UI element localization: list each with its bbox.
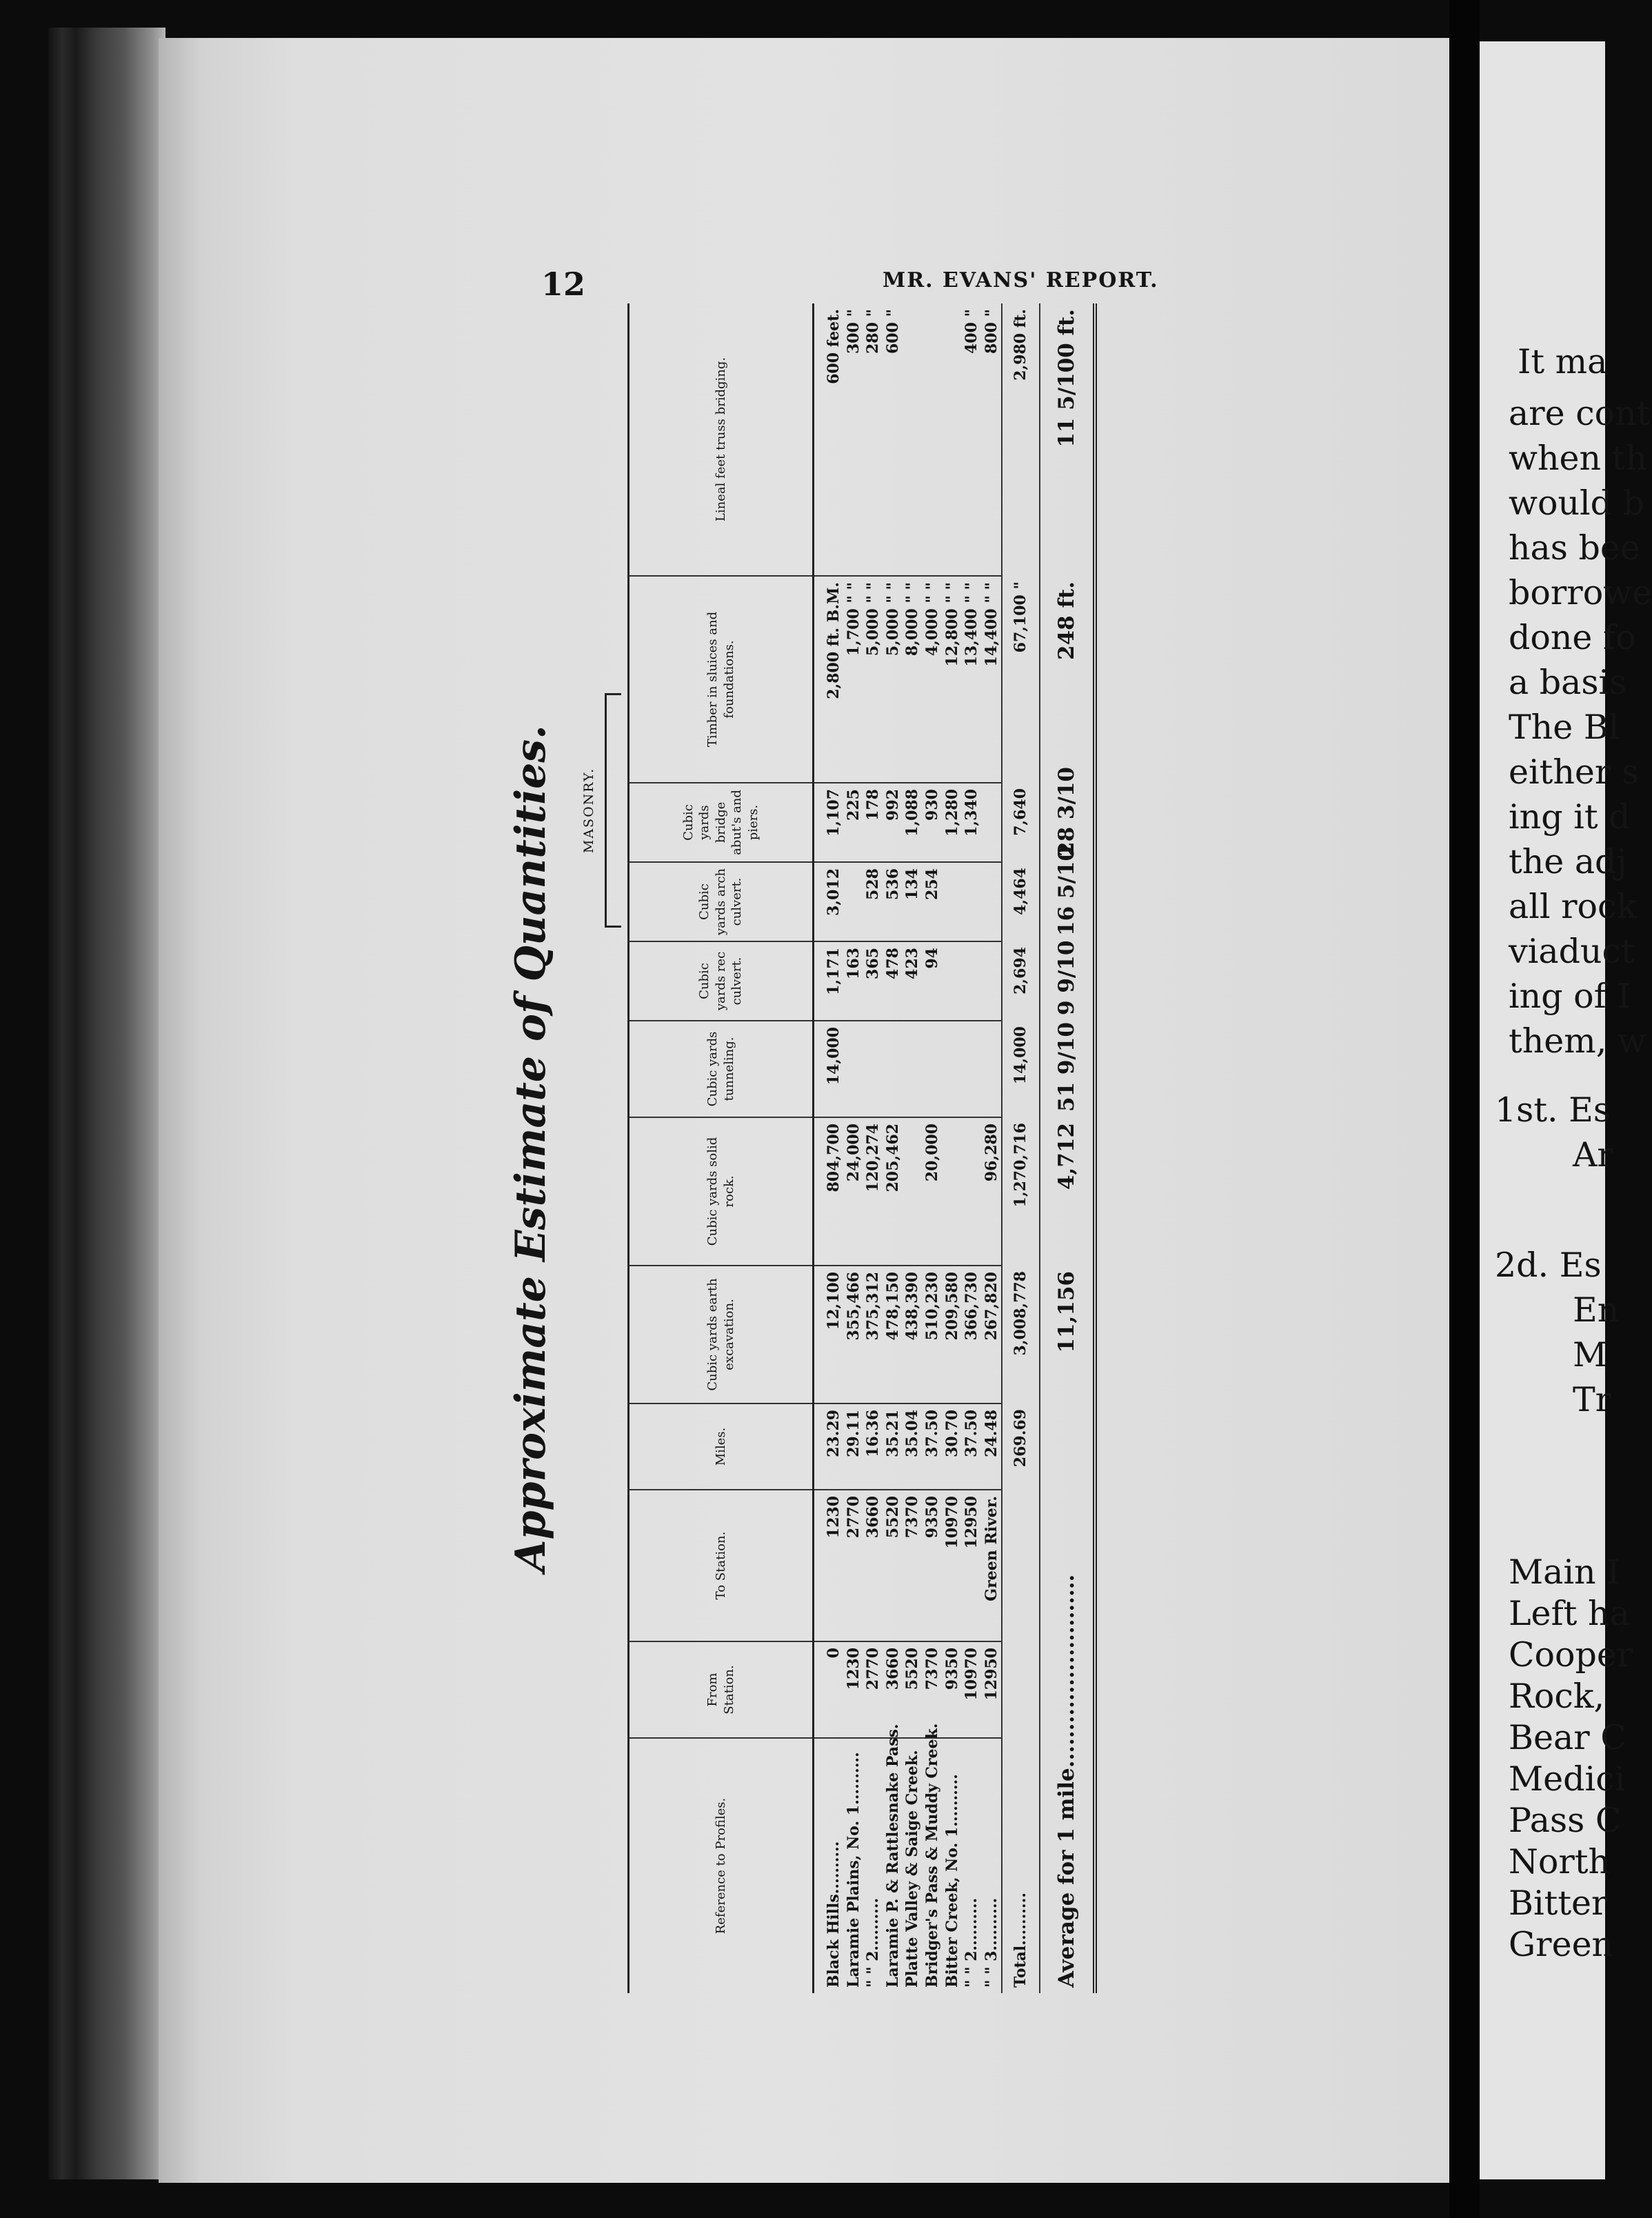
cell-arch: 3,012 [814,862,844,941]
table-row [863,303,883,1993]
header-tunnel: Cubic yards tunneling. [629,1021,814,1117]
right-page [1480,41,1652,2179]
cell-timber: 5,000 " " [883,576,903,783]
total-arch: 4,464 [1002,862,1040,941]
average-rock: 4,712 [1040,1117,1095,1266]
average-tunnel: 51 9/10 [1040,1021,1095,1117]
cell-miles: 30.70 [943,1403,963,1490]
table-row [903,303,923,1993]
cell-tunnel [883,1021,903,1117]
text-line: ing of I [1509,977,1631,1016]
cell-truss [923,303,943,576]
average-arch: 16 5/10 [1040,862,1095,941]
header-to-station: To Station. [629,1490,814,1641]
text-line: Cooper [1509,1635,1633,1675]
header-timber: Timber in sluices and foundations. [629,576,814,783]
cell-rec: 1,171 [814,941,844,1021]
cell-bridge: 992 [883,783,903,862]
total-bridge: 7,640 [1002,783,1040,862]
cell-from: 5520 [903,1641,923,1738]
cell-from: 12950 [982,1641,1003,1738]
header-rock: Cubic yards solid rock. [629,1117,814,1266]
header-truss: Lineal feet truss bridging. [629,303,814,576]
text-line: 1st. Es [1495,1090,1611,1130]
cell-to: 5520 [883,1490,903,1641]
cell-arch: 134 [903,862,923,941]
running-head: MR. EVANS' REPORT. [883,268,1159,292]
text-line: 2d. Es [1495,1246,1602,1285]
text-line: Tr [1573,1380,1612,1419]
cell-rock: 804,700 [814,1117,844,1266]
cell-arch: 528 [863,862,883,941]
header-rec-culvert: Cubic yards rec culvert. [629,941,814,1021]
total-earth: 3,008,778 [1002,1266,1040,1403]
average-bridge: 28 3/10 [1040,783,1095,862]
rotated-estimate-table-block [507,303,1196,1993]
total-label: Total.......... [1002,1490,1040,1993]
cell-earth: 267,820 [982,1266,1003,1403]
cell-miles: 16.36 [863,1403,883,1490]
average-earth: 11,156 [1040,1266,1095,1403]
text-line: Bitter [1509,1884,1608,1923]
cell-miles: 24.48 [982,1403,1003,1490]
cell-miles: 37.50 [962,1403,982,1490]
cell-rec: 163 [844,941,864,1021]
cell-tunnel: 14,000 [814,1021,844,1117]
page-number: 12 [541,266,586,303]
cell-rock: 20,000 [923,1117,943,1266]
cell-bridge: 1,088 [903,783,923,862]
cell-bridge [982,783,1003,862]
text-line: Green [1509,1925,1614,1964]
cell-rock: 205,462 [883,1117,903,1266]
total-rec: 2,694 [1002,941,1040,1021]
cell-reference: Bitter Creek, No. 1.......... [943,1774,961,1988]
cell-earth: 12,100 [814,1266,844,1403]
cell-miles: 35.04 [903,1403,923,1490]
text-line: Medici [1509,1759,1626,1799]
cell-earth: 510,230 [923,1266,943,1403]
cell-timber: 2,800 ft. B.M. [814,576,844,783]
total-row [1002,303,1040,1993]
cell-truss: 280 " [863,303,883,576]
text-line: are cont [1509,394,1651,433]
cell-bridge: 225 [844,783,864,862]
table-row [982,303,1003,1993]
text-line: Bear C [1509,1718,1626,1757]
cell-arch [982,862,1003,941]
cell-rock [943,1117,963,1266]
text-line: Main I [1509,1552,1620,1592]
cell-earth: 209,580 [943,1266,963,1403]
cell-rec: 94 [923,941,943,1021]
cell-truss: 600 feet. [814,303,844,576]
cell-from: 2770 [863,1641,883,1738]
cell-arch [943,862,963,941]
cell-timber: 5,000 " " [863,576,883,783]
text-line: borrowe [1509,573,1652,612]
header-reference: Reference to Profiles. [629,1738,814,1993]
cell-tunnel [982,1021,1003,1117]
header-arch-culvert: Cubic yards arch culvert. [629,862,814,941]
cell-reference: Laramie P. & Rattlesnake Pass. [883,1724,902,1988]
cell-timber: 14,400 " " [982,576,1003,783]
cell-truss: 600 " [883,303,903,576]
cell-earth: 366,730 [962,1266,982,1403]
cell-tunnel [943,1021,963,1117]
text-line: either s [1509,752,1640,792]
table-row [923,303,943,1993]
masonry-group-label: MASONRY. [581,767,596,854]
cell-to: 10970 [943,1490,963,1641]
cell-tunnel [903,1021,923,1117]
cell-timber: 1,700 " " [844,576,864,783]
text-line: North [1509,1842,1611,1881]
cell-bridge: 178 [863,783,883,862]
cell-reference: Laramie Plains, No. 1.......... [844,1752,863,1988]
cell-arch [844,862,864,941]
cell-timber: 12,800 " " [943,576,963,783]
cell-tunnel [844,1021,864,1117]
text-line: M [1573,1335,1608,1375]
cell-arch: 254 [923,862,943,941]
cell-from: 7370 [923,1641,943,1738]
average-rec: 9 9/10 [1040,941,1095,1021]
table-title: Approximate Estimate of Quantities. [507,725,555,1572]
table-row [844,303,864,1993]
text-line: Pass C [1509,1801,1622,1840]
cell-to: Green River. [982,1490,1003,1641]
text-line: Ar [1573,1135,1613,1175]
cell-reference: Black Hills.......... [825,1841,843,1988]
cell-to: 12950 [962,1490,982,1641]
cell-timber: 4,000 " " [923,576,943,783]
header-miles: Miles. [629,1403,814,1490]
cell-reference: " " 3.......... [982,1897,1000,1988]
cell-rock [962,1117,982,1266]
text-line: The Bl [1509,708,1620,747]
cell-rec [962,941,982,1021]
cell-miles: 35.21 [883,1403,903,1490]
cell-timber: 8,000 " " [903,576,923,783]
cell-rock: 24,000 [844,1117,864,1266]
text-line: when th [1509,439,1647,478]
total-miles: 269.69 [1002,1403,1040,1490]
cell-arch [962,862,982,941]
cell-truss: 300 " [844,303,864,576]
cell-rock: 120,274 [863,1117,883,1266]
cell-bridge: 930 [923,783,943,862]
cell-earth: 355,466 [844,1266,864,1403]
average-label: Average for 1 mile.......................... [1040,1403,1095,1993]
cell-rec: 365 [863,941,883,1021]
cell-to: 7370 [903,1490,923,1641]
cell-rec [982,941,1003,1021]
total-rock: 1,270,716 [1002,1117,1040,1266]
average-timber: 248 ft. [1040,576,1095,783]
total-truss: 2,980 ft. [1002,303,1040,576]
cell-rock: 96,280 [982,1117,1003,1266]
text-line: It ma [1518,342,1608,381]
total-tunnel: 14,000 [1002,1021,1040,1117]
cell-from: 9350 [943,1641,963,1738]
cell-to: 9350 [923,1490,943,1641]
cell-timber: 13,400 " " [962,576,982,783]
cell-to: 2770 [844,1490,864,1641]
cell-tunnel [962,1021,982,1117]
table-row [814,303,844,1993]
estimate-table [627,303,1097,1993]
cell-truss: 400 " [962,303,982,576]
cell-from: 0 [814,1641,844,1738]
cell-bridge: 1,340 [962,783,982,862]
text-line: Rock, [1509,1677,1605,1716]
cell-truss [943,303,963,576]
table-row [883,303,903,1993]
text-line: En [1573,1290,1620,1330]
cell-bridge: 1,107 [814,783,844,862]
cell-miles: 23.29 [814,1403,844,1490]
average-row [1040,303,1095,1993]
cell-reference: Bridger's Pass & Muddy Creek. [923,1723,941,1988]
header-from-station: From Station. [629,1641,814,1738]
cell-rec: 423 [903,941,923,1021]
text-line: them, w [1509,1021,1646,1061]
cell-earth: 375,312 [863,1266,883,1403]
text-line: all rock [1509,887,1638,926]
cell-reference: " " 2.......... [963,1897,981,1988]
text-line: a basis [1509,663,1627,702]
cell-miles: 37.50 [923,1403,943,1490]
total-timber: 67,100 " [1002,576,1040,783]
cell-tunnel [923,1021,943,1117]
cell-from: 1230 [844,1641,864,1738]
header-earth: Cubic yards earth excavation. [629,1266,814,1403]
cell-earth: 438,390 [903,1266,923,1403]
text-line: the adj [1509,842,1627,881]
cell-rec: 478 [883,941,903,1021]
average-truss: 11 5/100 ft. [1040,303,1095,576]
cell-truss: 800 " [982,303,1003,576]
cell-to: 3660 [863,1490,883,1641]
cell-rec [943,941,963,1021]
text-line: ing it d [1509,797,1631,837]
cell-rock [903,1117,923,1266]
book-binding [48,28,165,2179]
cell-earth: 478,150 [883,1266,903,1403]
table-row [962,303,982,1993]
text-line: done fo [1509,618,1636,657]
cell-reference: " " 2.......... [864,1897,883,1988]
cell-reference: Platte Valley & Saige Creek. [903,1750,922,1988]
masonry-brace [605,693,621,928]
text-line: would b [1509,483,1644,523]
cell-from: 3660 [883,1641,903,1738]
text-line: Left ha [1509,1594,1630,1633]
table-row [943,303,963,1993]
cell-truss [903,303,923,576]
cell-from: 10970 [962,1641,982,1738]
cell-to: 1230 [814,1490,844,1641]
header-bridge-abutments: Cubic yards bridge abut's and piers. [629,783,814,862]
cell-tunnel [863,1021,883,1117]
cell-miles: 29.11 [844,1403,864,1490]
table-header-row [629,303,814,1993]
text-line: viaduct [1509,932,1635,971]
text-line: has bee [1509,528,1640,568]
page-gutter [1449,0,1480,2218]
cell-bridge: 1,280 [943,783,963,862]
cell-arch: 536 [883,862,903,941]
